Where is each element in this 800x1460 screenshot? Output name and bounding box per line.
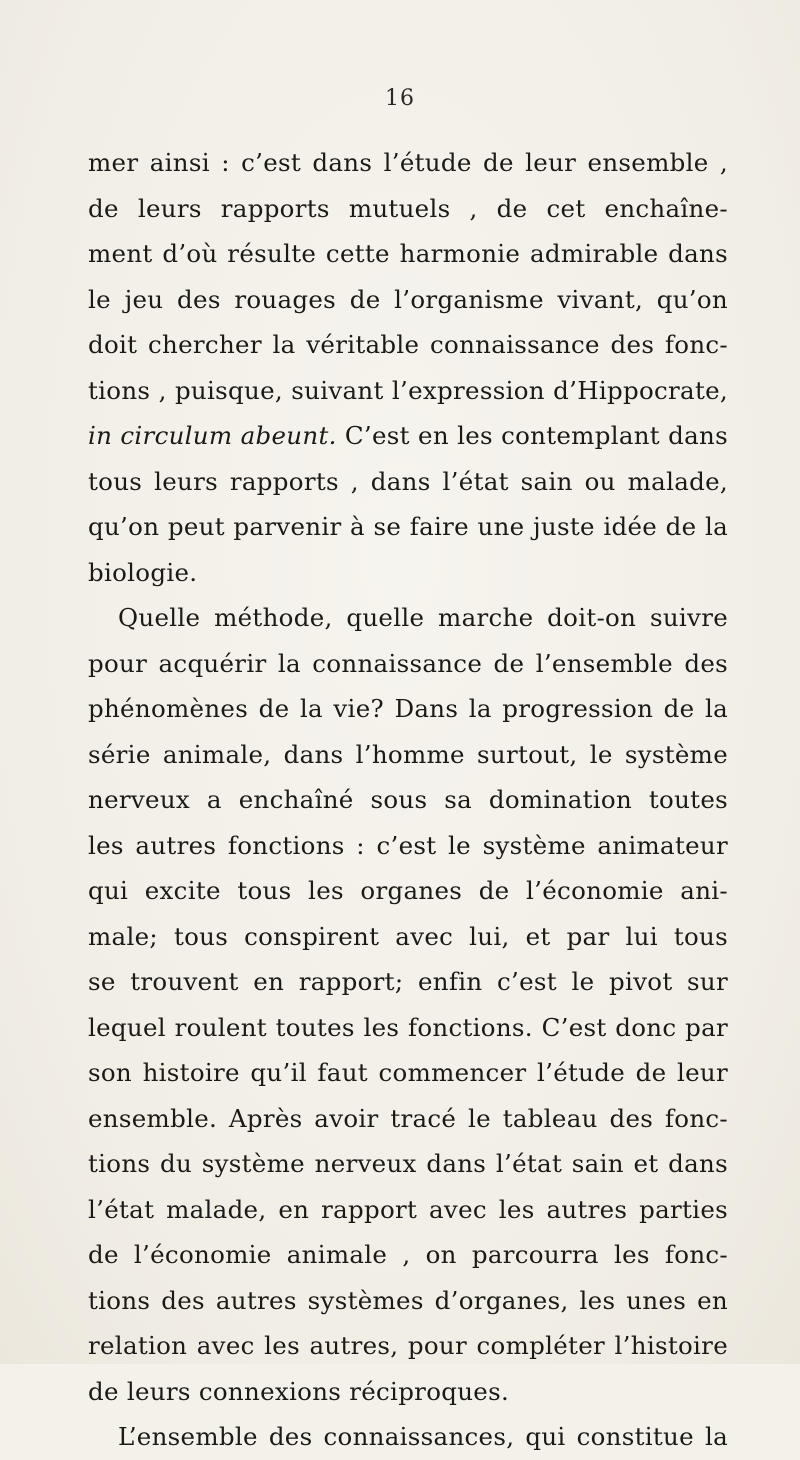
body-text (88, 140, 728, 1460)
paragraph-start-line: Quelle méthode, quelle marche doit-on suivre (118, 603, 728, 632)
text-line: relation avec les autres, pour compléter l’histoire (88, 1331, 728, 1360)
text-line: de leurs connexions réciproques. (88, 1376, 510, 1406)
text-line: série animale, dans l’homme surtout, le système (88, 739, 728, 769)
text-line: mer ainsi : c’est dans l’étude de leur ensemble , (88, 148, 728, 177)
text-line: ensemble. Après avoir tracé le tableau des fonc- (88, 1103, 728, 1133)
text-line: biologie. (88, 557, 198, 587)
latin-phrase: in circulum abeunt. (88, 421, 337, 450)
text-line: nerveux a enchaîné sous sa domination toutes (88, 785, 728, 814)
text-line: l’état malade, en rapport avec les autres parties (88, 1194, 728, 1224)
text-line: tous leurs rapports , dans l’état sain ou malade, (88, 466, 728, 496)
text-line: tions des autres systèmes d’organes, les unes en (88, 1285, 728, 1315)
text-line: son histoire qu’il faut commencer l’étude de leur (88, 1058, 728, 1087)
text-line: de leurs rapports mutuels , de cet enchaîne- (88, 193, 728, 223)
text-line-rest: C’est en les contemplant dans (336, 421, 728, 450)
text-line: se trouvent en rapport; enfin c’est le pivot sur (88, 967, 728, 996)
paragraph-start-line: L’ensemble des connaissances, qui constitue la (118, 1422, 728, 1451)
text-line: phénomènes de la vie? Dans la progression de la (88, 694, 728, 723)
text-line: pour acquérir la connaissance de l’ensemble des (88, 648, 728, 678)
text-line: lequel roulent toutes les fonctions. C’est donc par (88, 1012, 728, 1042)
text-line (88, 413, 728, 459)
text-line: le jeu des rouages de l’organisme vivant, qu’on (88, 284, 728, 314)
page-number: 16 (385, 86, 415, 111)
text-line: les autres fonctions : c’est le système animateur (88, 830, 728, 860)
text-line: ment d’où résulte cette harmonie admirable dans (88, 239, 728, 268)
text-line: doit chercher la véritable connaissance des fonc- (88, 330, 728, 359)
text-line: tions du système nerveux dans l’état sain et dans (88, 1149, 728, 1178)
text-line: male; tous conspirent avec lui, et par lui tous (88, 921, 728, 951)
text-line: qui excite tous les organes de l’économie ani- (88, 876, 728, 905)
text-line: de l’économie animale , on parcourra les fonc- (88, 1240, 728, 1269)
text-line: qu’on peut parvenir à se faire une juste idée de la (88, 512, 728, 541)
text-line: tions , puisque, suivant l’expression d’Hippocrate, (88, 375, 728, 405)
